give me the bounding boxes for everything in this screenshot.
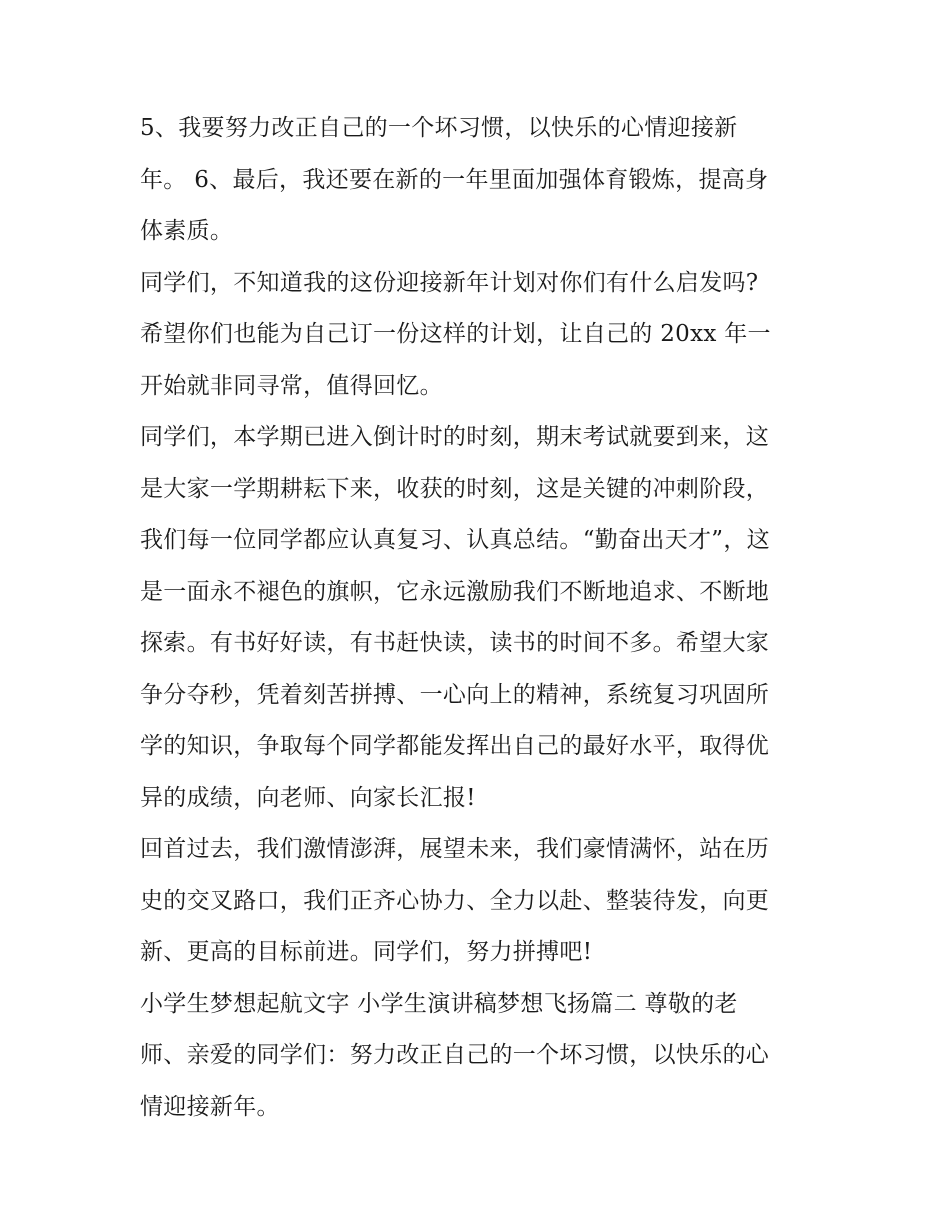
- text-line: 争分夺秒，凭着刻苦拼搏、一心向上的精神，系统复习巩固所: [140, 681, 770, 708]
- text-line: 异的成绩，向老师、向家长汇报!: [140, 784, 476, 811]
- text-line: 小学生梦想起航文字 小学生演讲稿梦想飞扬篇二 尊敬的老: [140, 990, 738, 1017]
- text-line: 5、我要努力改正自己的一个坏习惯，以快乐的心情迎接新: [140, 115, 738, 141]
- document-body: [140, 103, 820, 1133]
- text-line: 同学们，本学期已进入倒计时的时刻，期末考试就要到来，这: [140, 424, 770, 450]
- text-line: 学的知识，争取每个同学都能发挥出自己的最好水平，取得优: [140, 733, 770, 759]
- text-line: 希望你们也能为自己订一份这样的计划，让自己的 20xx 年一: [140, 321, 771, 347]
- text-line: 年。 6、最后，我还要在新的一年里面加强体育锻炼，提高身: [140, 166, 769, 193]
- text-line: 开始就非同寻常，值得回忆。: [140, 372, 443, 399]
- paragraph-plan-inspiration: [140, 258, 820, 413]
- text-line: 是大家一学期耕耘下来，收获的时刻，这是关键的冲刺阶段，: [140, 475, 770, 502]
- paragraph-exam-review: [140, 412, 820, 824]
- text-line: 回首过去，我们激情澎湃，展望未来，我们豪情满怀，站在历: [140, 836, 770, 862]
- text-line: 师、亲爱的同学们：努力改正自己的一个坏习惯，以快乐的心: [140, 1042, 770, 1068]
- paragraph-new-year-goals: [140, 103, 820, 258]
- text-line: 情迎接新年。: [140, 1093, 280, 1120]
- text-line: 体素质。: [140, 218, 234, 244]
- text-line: 探索。有书好好读，有书赶快读，读书的时间不多。希望大家: [140, 630, 770, 656]
- paragraph-speech-part-two: [140, 979, 820, 1134]
- paragraph-look-back-forward: [140, 824, 820, 979]
- text-line: 史的交叉路口，我们正齐心协力、全力以赴、整装待发，向更: [140, 887, 770, 914]
- text-line: 同学们，不知道我的这份迎接新年计划对你们有什么启发吗?: [140, 269, 759, 296]
- text-line: 我们每一位同学都应认真复习、认真总结。“勤奋出天才”，这: [140, 527, 770, 553]
- text-line: 新、更高的目标前进。同学们，努力拼搏吧!: [140, 939, 593, 965]
- text-line: 是一面永不褪色的旗帜，它永远激励我们不断地追求、不断地: [140, 578, 770, 605]
